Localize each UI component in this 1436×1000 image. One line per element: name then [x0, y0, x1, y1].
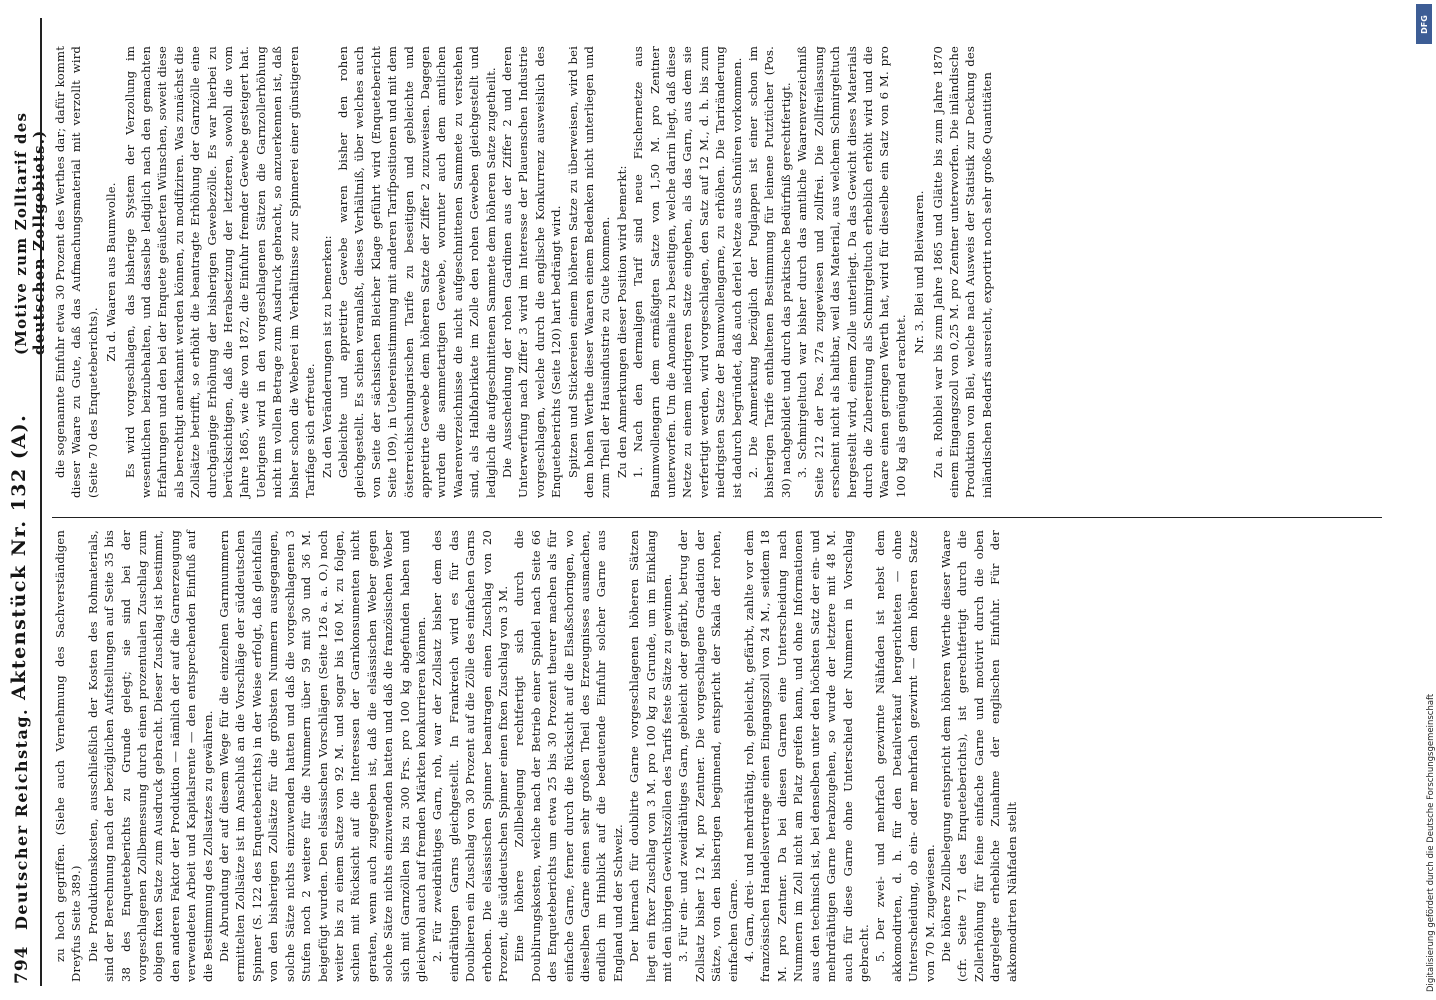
paragraph: 3. Schmirgeltuch war bisher durch das amtliche Waarenverzeichniß Seite 212 der Pos. 27a zugewiesen und zollfrei. Die Zollfreilassung erscheint nicht als haltbar, weil das Material, aus welchem Schmirgeltuch hergestellt wird, einem Zolle unterliegt. Da das Gewicht dieses Materials durch die Zubereitung als Schmirgeltuch erheblich erhöht wird und die Waare einen geringen Werth hat, wird für dieselbe ein Satz von 6 M. pro 100 kg als genügend erachtet.	[795, 46, 908, 498]
text-column-right	[52, 46, 1392, 498]
paragraph: 1. Nach den dermaligen Tarif sind neue Fischernetze aus Baumwollengarn dem ermäßigten Satze von 1,50 M. pro Zentner unterworfen. Um die Anomalie zu beseitigen, welche darin liegt, daß diese Netze zu einem niedrigeren Satze eingehen, als das Garn, aus dem sie verfertigt werden, wird vorgeschlagen, den Satz auf 12 M., d. h. bis zum niedrigsten Satze der Baumwollengarne, zu erhöhen. Die Tariränderung ist dadurch begründet, daß auch derlei Netze aus Schnüren vorkommen.	[631, 46, 744, 498]
paragraph: Zu den Anmerkungen dieser Position wird bemerkt:	[614, 165, 629, 478]
paragraph: Zu den Veränderungen ist zu bemerken:	[319, 235, 334, 478]
header-rule	[40, 18, 42, 986]
dfg-logo	[1416, 4, 1432, 44]
paragraph: Die höhere Zollbelegung entspricht dem höheren Werthe dieser Waare (cfr. Seite 71 des Enqueteberichts), ist gerechtfertigt durch die Zollerhöhung für feine einfache Garne und motivirt durch die oben dargelegte erhebliche Zunahme der englischen Einfuhr. Für der akkomodirten Nähfaden stellt	[938, 530, 1019, 982]
paragraph: Der hiernach für doublirte Garne vorgeschlagenen höheren Sätzen liegt ein fixer Zuschlag von 3 M. pro 100 kg zu Grunde, um im Einklang mit den übrigen Gewichtszöllen des Tarifs feste Sätze zu gewinnen.	[627, 530, 675, 982]
page-number: 794	[12, 945, 32, 984]
column-divider	[52, 517, 1382, 518]
header-document-number: Aktenstück Nr. 132 (A).	[8, 413, 30, 700]
paragraph: 3. Für ein- und zweidrähtiges Garn, gebleicht oder gefärbt, betrug der Zollsatz bisher 12 M. pro Zentner. Die vorgeschlagene Gradation der Sätze, von den bisherigen beginnend, entspricht der Skala der rohen, einfachen Garne.	[676, 530, 740, 982]
section-heading: Zu d. Waaren aus Baumwolle.	[104, 182, 119, 362]
paragraph: 5. Der zwei- und mehrfach gezwirnte Nähfaden ist nebst dem akkomodirten, d. h. für den Detailverkauf hergerichteten — ohne Unterscheidung, ob ein- oder mehrfach gezwirnt — dem höheren Satze von 70 M. zugewiesen.	[873, 530, 937, 982]
digitization-sidebar	[1410, 0, 1436, 1000]
paragraph: Gebleichte und appretirte Gewebe waren bisher den rohen gleichgestellt. Es schien veranlaßt, dieses Verhältniß, über welches auch von Seite der sächsischen Bleicher Klage geführt wird (Enquetebericht Seite 109), in Uebereinstimmung mit anderen Tarifpositionen und mit dem österreichischungarischen Tarife zu beseitigen und gebleichte und appretirte Gewebe dem höheren Satze der Ziffer 2 zuzuweisen. Dagegen wurden die sammetartigen Gewebe, worunter auch dem amtlichen Waarenverzeichnisse die nicht aufgeschnittenen Sammete zu verstehen sind, als Halbfabrikate im Zolle den rohen Geweben gleichgestellt und lediglich die aufgeschnittenen Sammete dem höheren Satze zugetheilt.	[335, 46, 498, 498]
paragraph: Zu a. Rohblei war bis zum Jahre 1865 und Glätte bis zum Jahre 1870 einem Eingangszoll von 0,25 M. pro Zentner unterworfen. Die inländische Produktion von Blei, welche nach Ausweis der Statistik zur Deckung des inländischen Bedarfs ausreicht, exportirt noch sehr große Quantitäten	[930, 46, 994, 498]
paragraph: die sogenannte Einfuhr etwa 30 Prozent des Werthes dar; dafür kommt dieser Waare zu Gute, daß das Aufmachungsmaterial mit verzollt wird (Seite 70 des Enqueteberichts).	[53, 46, 100, 498]
paragraph: Eine höhere Zollbelegung rechtfertigt sich durch die Doublirungskosten, welche nach der Betrieb einer Spindel nach Seite 66 des Enqueteberichts um etwa 25 bis 30 Prozent theurer machen als für einfache Garne, ferner durch die Rücksicht auf die Elsaßschoringen, wo dieselben Garne einen sehr großen Theil des Erzeugnisses ausmachen, endlich im Hinblick auf die bedeutende Einfuhr solcher Garne aus England und der Schweiz.	[512, 530, 625, 982]
paragraph: zu hoch gegriffen. (Siehe auch Vernehmung des Sachverständigen Dreyfus Seite 389.)	[53, 530, 84, 982]
section-heading: Nr. 3. Blei und Bleiwaaren.	[912, 190, 927, 354]
paragraph: Spitzen und Stickereien einem höheren Satze zu überweisen, wird bei dem hohen Werthe dieser Waaren einem Bedenken nicht unterliegen und zum Theil der Hausindustrie zu Gute kommen.	[565, 46, 613, 498]
text-column-left	[52, 530, 1392, 982]
dfg-badge-text: DFG	[1419, 14, 1429, 34]
paragraph: 2. Für zweidrähtiges Garn, roh, war der Zollsatz bisher dem des eindrähtigen Garns gleichgestellt. In Frankreich wird es für das Doublieren ein Zuschlag von 30 Prozent auf die Zölle des einfachen Garns erhoben. Die elsässischen Spinner beantragen einen Zuschlag von 20 Prozent, die süddeutschen Spinner einen fixen Zuschlag von 3 M.	[430, 530, 510, 982]
header-publication: Deutscher Reichstag.	[12, 707, 31, 930]
header-section-title: (Motive zum Zolltarif des deutschen Zollgebiets.)	[12, 111, 48, 355]
paragraph: Die Produktionskosten, ausschließlich der Kosten des Rohmaterials, sind der Berechnung nach der bezüglichen Aufstellungen auf Seite 35 bis 38 des Enqueteberichts zu Grunde gelegt; sie sind bei der vorgeschlagenen Zollbemessung durch einen prozentualen Zuschlag zum obigen fixen Satze zum Ausdruck gebracht. Dieser Zuschlag ist bestimmt, den anderen Faktor der Produktion — nämlich der auf die Garnerzeugung verwendeten Arbeit und Kapitalsrente — den entsprechenden Einfluß auf die Bestimmung des Zollsatzes zu gewähren.	[85, 530, 215, 982]
paragraph: 4. Garn, drei- und mehrdrähtig, roh, gebleicht, gefärbt, zahlte vor dem französischen Handelsvertrage einen Eingangszoll von 24 M., seitdem 18 M. pro Zentner. Da bei diesen Garnen eine Unterscheidung nach Nummern im Zoll nicht am Platz greifen kann, und ohne Informationen aus den technisch ist, bei denselben unter den höchsten Satz der ein- und mehrdrähtigen Garne herabzugehen, so wurde der letztere mit 48 M. auch für diese Garne ohne Unterschied der Nummern in Vorschlag gebracht.	[742, 530, 871, 982]
paragraph: Die Abrundung der auf diesem Wege für die einzelnen Garnnummern ermittelten Zollsätze ist im Anschluß an die Vorschläge der süddeutschen Spinner (S. 122 des Enqueteberichts) in der Weise erfolgt, daß gleichfalls von den bisherigen Zollsätze für die gröbsten Nummern ausgegangen, solche Sätze nichts einzuwenden hatten und daß die vorgeschlagenen 3 Stufen noch 2 weitere für die Nummern über 59 mit 30 und 36 M. beigefügt wurden. Den elsässischen Vorschlägen (Seite 126 a. a. O.) noch weiter bis zu einem Satze von 92 M. und sogar bis 160 M. zu folgen, schien mit Rücksicht auf die Interessen der Garnkonsumenten nicht geraten, wenn auch zugegeben ist, daß die elsässischen Weber gegen solche Sätze nichts einzuwenden hatten und daß die französischen Weber sich mit Garnzöllen bis zu 300 Frs. pro 100 kg abgefunden haben und gleichwohl auch auf fremden Märkten konkurrieren können.	[217, 530, 428, 982]
paragraph: Die Ausscheidung der rohen Gardinen aus der Ziffer 2 und deren Unterwerfung nach Ziffer 3 wird im Interesse der Plauenschen Industrie vorgeschlagen, welche durch die englische Konkurrenz ausweislich des Enqueteberichts (Seite 120) hart bedrängt wird.	[499, 46, 564, 498]
rotated-page-body	[0, 10, 1400, 990]
paragraph: 2. Die Anmerkung bezüglich der Puglappen ist einer schon im bisherigen Tarife enthaltenen Bestimmung für leinene Putztücher (Pos. 30) nachgebildet und durch das praktische Bedürfniß gerechtfertigt.	[746, 46, 793, 498]
digitization-note: Digitalisierung gefördert durch die Deutsche Forschungsgemeinschaft	[1426, 693, 1436, 992]
paragraph: Es wird vorgeschlagen, das bisherige System der Verzollung im wesentlichen beizubehalten, und dasselbe lediglich nach den gemachten Erfahrungen und den bei der Enquete geäußerten Wünschen, soweit diese als berechtigt anerkannt werden können, zu modifiziren. Was zunächst die Zollsätze betrifft, so erhöht die beantragte Erhöhung der Garnzölle eine durchgängige Erhöhung der bisherigen Gewebezölle. Es war hierbei zu berücksichtigen, daß die Herabsetzung der letzteren, sowohl die vom Jahre 1865, wie die von 1872, die Einfuhr fremder Gewebe gesteigert hat. Uebrigens wird in den vorgeschlagenen Sätzen die Garnzollerhöhung nicht im vollen Betrage zum Ausdruck gebracht, so anzuerkennen ist, daß bisher schon die Weberei im Verhältnisse zur Spinnerei einer günstigeren Tarifage sich erfreute.	[122, 46, 318, 498]
